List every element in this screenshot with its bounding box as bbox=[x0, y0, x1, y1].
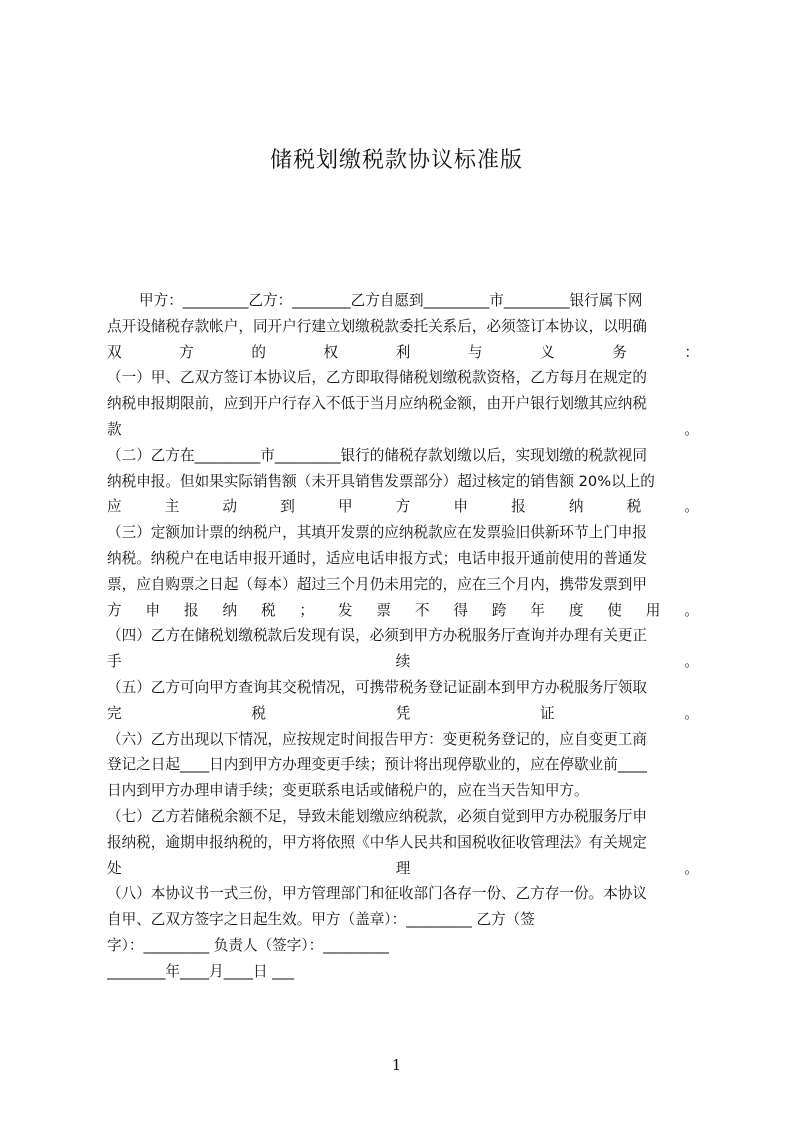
text-line: （三）定额加计票的纳税户，其填开发票的应纳税款应在发票验旧供新环节上门申报 bbox=[107, 524, 647, 542]
text-line: 登记之日起____日内到甲方办理变更手续；预计将出现停歇业的，应在停歇业前____ bbox=[107, 756, 647, 774]
text-line: 处 理 。 bbox=[107, 859, 699, 877]
text-line: 甲方：_________乙方：________乙方自愿到_________市_________银行属下网 bbox=[139, 292, 643, 309]
text-line: （七）乙方若储税余额不足，导致未能划缴应纳税款，必须自觉到甲方办税服务厅申 bbox=[107, 807, 647, 825]
text-line: 完 税 凭 证 。 bbox=[107, 704, 699, 722]
text-line: 日内到甲方办理申请手续；变更联系电话或储税户的，应在当天告知甲方。 bbox=[107, 782, 589, 800]
text-line: 方 申 报 纳 税 ； 发 票 不 得 跨 年 度 使 用 。 bbox=[107, 601, 699, 619]
text-line: （六）乙方出现以下情况，应按规定时间报告甲方：变更税务登记的，应自变更工商 bbox=[107, 730, 647, 748]
text-line: 双 方 的 权 利 与 义 务 ： bbox=[107, 343, 699, 361]
document-body bbox=[107, 288, 699, 985]
text-line: 手 续 。 bbox=[107, 653, 699, 671]
text-line: （八）本协议书一式三份，甲方管理部门和征收部门各存一份、乙方存一份。本协议 bbox=[107, 885, 647, 903]
text-line: 自甲、乙双方签字之日起生效。甲方（盖章）：_________ 乙方（签 bbox=[107, 911, 535, 929]
text-line: （二）乙方在_________市_________银行的储税存款划缴以后，实现划缴的税款视同 bbox=[107, 446, 647, 464]
text-line: 应 主 动 到 甲 方 申 报 纳 税 。 bbox=[107, 498, 699, 516]
text-line: 款 。 bbox=[107, 420, 699, 438]
text-line: 纳税。纳税户在电话申报开通时，适应电话申报方式；电话申报开通前使用的普通发 bbox=[107, 549, 647, 567]
text-line: （五）乙方可向甲方查询其交税情况，可携带税务登记证副本到甲方办税服务厅领取 bbox=[107, 678, 647, 696]
document-title: 储税划缴税款协议标准版 bbox=[269, 148, 523, 173]
text-line: （四）乙方在储税划缴税款后发现有误，必须到甲方办税服务厅查询并办理有关更正 bbox=[107, 627, 647, 645]
text-line: （一）甲、乙双方签订本协议后，乙方即取得储税划缴税款资格，乙方每月在规定的 bbox=[107, 369, 647, 387]
text-line: 纳税申报期限前，应到开户行存入不低于当月应纳税金额，由开户银行划缴其应纳税 bbox=[107, 395, 647, 413]
text-line: 票，应自购票之日起（每本）超过三个月仍未用完的，应在三个月内，携带发票到甲 bbox=[107, 575, 647, 593]
text-line: 纳税申报。但如果实际销售额（未开具销售发票部分）超过核定的销售额 20%以上的 bbox=[107, 472, 655, 490]
text-line: 报纳税，逾期申报纳税的，甲方将依照《中华人民共和国税收征收管理法》有关规定 bbox=[107, 833, 647, 851]
text-line: 字）：_________ 负责人（签字）：_________ bbox=[107, 936, 389, 954]
text-line: 点开设储税存款帐户，同开户行建立划缴税款委托关系后，必须签订本协议，以明确 bbox=[107, 317, 647, 335]
text-line: ________年____月____日 ___ bbox=[107, 962, 295, 980]
page-number: 1 bbox=[391, 1056, 402, 1074]
